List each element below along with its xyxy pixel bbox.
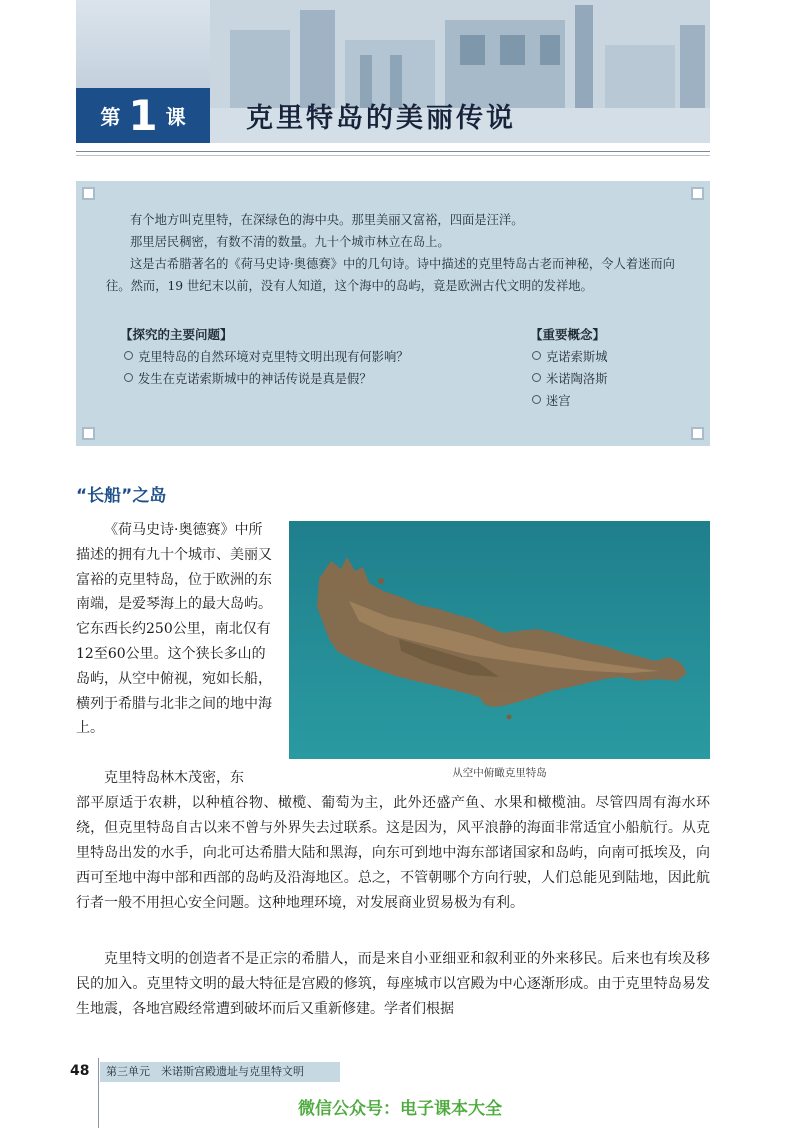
header-divider-thin (76, 155, 710, 156)
question-text: 发生在克诺索斯城中的神话传说是真是假？ (138, 372, 372, 386)
circle-bullet-icon (124, 373, 133, 382)
lesson-number: 1 (128, 90, 158, 140)
lesson-title: 克里特岛的美丽传说 (246, 103, 516, 134)
corner-square-icon (84, 189, 93, 198)
section-title: “长船”之岛 (76, 486, 167, 506)
section-paragraph-2-start: 克里特岛林木茂密，东 (104, 770, 244, 786)
question-item (124, 347, 409, 365)
circle-bullet-icon (124, 351, 133, 360)
crete-aerial-photo (289, 521, 710, 759)
crete-island-map-image (289, 521, 710, 759)
corner-square-icon (84, 429, 93, 438)
questions-heading: 【探究的主要问题】 (120, 327, 233, 342)
intro-paragraph: 这是古希腊著名的《荷马史诗·奥德赛》中的几句诗。诗中描述的克里特岛古老而神秘，令人着迷而向往。然而，19 世纪末以前，没有人知道，这个海中的岛屿，竟是欧洲古代文明的发祥地。 (106, 257, 675, 293)
concept-item (532, 369, 608, 387)
concepts-heading: 【重要概念】 (530, 327, 606, 342)
section-paragraph-2: 部平原适于农耕，以种植谷物、橄榄、葡萄为主，此外还盛产鱼、水果和橄榄油。尽管四周有海水环绕，但克里特岛自古以来不曾与外界失去过联系。这是因为，风平浪静的海面非常适宜小船航行。从克里特岛出发的水手，向北可达希腊大陆和黑海，向东可到地中海东部诸国家和岛屿，向南可抵埃及，向西可至地中海中部和西部的岛屿及沿海地区。总之，不管朝哪个方向行驶，人们总能见到陆地，因此航行者一般不用担心安全问题。这种地理环境，对发展商业贸易极为有利。 (76, 795, 710, 911)
section-paragraph-3: 克里特文明的创造者不是正宗的希腊人，而是来自小亚细亚和叙利亚的外来移民。后来也有埃及移民的加入。克里特文明的最大特征是宫殿的修筑，每座城市以宫殿为中心逐渐形成。由于克里特岛易发生地震，各地宫殿经常遭到破坏而后又重新修建。学者们根据 (76, 951, 710, 1017)
lesson-suffix: 课 (165, 105, 186, 129)
page-number: 48 (70, 1063, 90, 1079)
concept-text: 迷宫 (546, 394, 571, 408)
concept-text: 克诺索斯城 (546, 350, 608, 364)
header-divider (76, 151, 710, 152)
section-paragraph-1: 《荷马史诗·奥德赛》中所描述的拥有九十个城市、美丽又富裕的克里特岛，位于欧洲的东南端，是爱琴海上的最大岛屿。它东西长约250公里，南北仅有12至60公里。这个狭长多山的岛屿，从空中俯视，宛如长船，横列于希腊与北非之间的地中海上。 (76, 522, 272, 737)
circle-bullet-icon (532, 395, 541, 404)
circle-bullet-icon (532, 373, 541, 382)
unit-title-bar: 第三单元 米诺斯宫殿遗址与克里特文明 (100, 1062, 340, 1082)
concept-item (532, 391, 571, 409)
lesson-number-badge (76, 88, 210, 143)
photo-caption: 从空中俯瞰克里特岛 (452, 767, 547, 779)
corner-square-icon (693, 189, 702, 198)
corner-square-icon (693, 429, 702, 438)
intro-poem-line-2: 那里居民稠密，有数不清的数量。九十个城市林立在岛上。 (130, 235, 450, 249)
watermark-text: 微信公众号：电子课本大全 (298, 1099, 502, 1119)
circle-bullet-icon (532, 351, 541, 360)
lesson-prefix: 第 (100, 105, 121, 129)
concept-text: 米诺陶洛斯 (546, 372, 608, 386)
intro-poem-line-1: 有个地方叫克里特，在深绿色的海中央。那里美丽又富裕，四面是汪洋。 (130, 213, 524, 227)
question-text: 克里特岛的自然环境对克里特文明出现有何影响？ (138, 350, 409, 364)
concept-item (532, 347, 608, 365)
header-banner (76, 0, 710, 143)
intro-box (76, 181, 710, 446)
question-item (124, 369, 372, 387)
